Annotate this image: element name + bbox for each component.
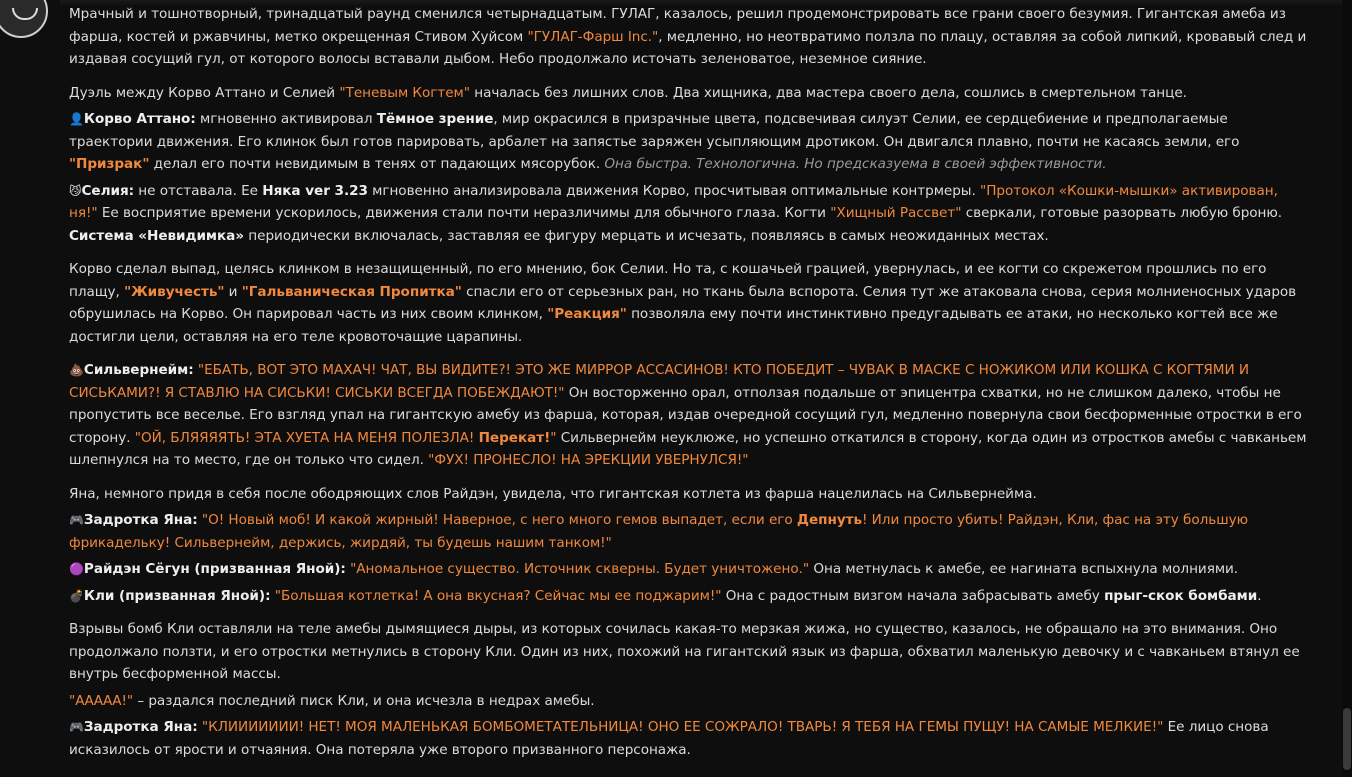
speaker-name: Задротка Яна: [83,719,198,735]
paragraph-klee-scream: "ААААА!" – раздался последний писк Кли, и она исчезла в недрах амебы. [69,692,595,709]
bomb-icon: 💣 [69,588,84,603]
paragraph-yana-rage: 🎮Задротка Яна: "КЛИИИИИИИ! НЕТ! МОЯ МАЛЕНЬКАЯ БОМБОМЕТАТЕЛЬНИЦА! ОНО ЕЕ СОЖРАЛО! ТВАРЬ! Я ТЕБЯ НА ГЕМЫ ПУЩУ! НА САМЫЕ МЕЛКИЕ!" Ее лицо снова исказилось от ярости и отчаяния. Она потеряла уже второго призванного персонажа. [69,719,1269,758]
scrollbar-handle[interactable] [1343,708,1351,770]
speaker-name: Сильвернейм: [83,362,194,378]
speaker-name: Кли (призванная Яной): [83,587,271,604]
message-body [69,0,1310,761]
poop-icon: 💩 [69,363,84,377]
gamepad-icon: 🎮 [69,720,84,734]
paragraph-explosions: Взрывы бомб Кли оставляли на теле амебы дымящиеся дыры, из которых сочилась какая-то мерзкая жижа, но существо, казалось, не обращало на это внимания. Оно продолжало ползти, и его отростки метнулись в сторону Кли. Один из них, похожий на гигантский язык из фарша, обхватил маленькую девочку и с чавканьем втянул ее внутрь бесформенной массы. [69,621,1300,682]
paragraph-raiden: 🟣Райдэн Сёгун (призванная Яной): "Аномальное существо. Источник скверны. Будет уничтожено." Она метнулась к амебе, ее нагината вспыхнула молниями. [69,561,1239,577]
purple-circle-icon: 🟣 [69,562,84,576]
paragraph-celia: 😼Селия: не отставала. Ее Няка ver 3.23 мгновенно анализировала движения Корво, просчитывая оптимальные контрмеры. "Протокол «Кошки-мышки» активирован, ня!" Ее восприятие времени ускорилось, движения стали почти неразличимы для обычного глаза. Когти "Хищный Рассвет" сверкали, готовые разорвать любую броню. Система «Невидимка» периодически включалась, заставляя ее фигуру мерцать и исчезать, появляясь в самых неожиданных местах. [69,182,1283,244]
speaker-name: Задротка Яна: [83,512,198,528]
person-icon: 👤 [69,112,84,126]
speaker-name: Райдэн Сёгун (призванная Яной): [83,561,346,577]
paragraph-yana-speech: 🎮Задротка Яна: "О! Новый моб! И какой жирный! Наверное, с него много гемов выпадет, если его Депнуть! Или просто убить! Райдэн, Кли, фас на эту большую фрикадельку! Сильвернейм, держись, жирдяй, ты будешь нашим танком!" [69,512,1249,551]
speaker-name: Корво Аттано: [83,111,196,127]
speaker-name: Селия: [81,182,135,199]
paragraph-clash: Корво сделал выпад, целясь клинком в незащищенный, по его мнению, бок Селии. Но та, с кошачьей грацией, увернулась, и ее когти со скрежетом прошлись по его плащу, "Живучесть" и "Гальваническая Пропитка" спасли его от серьезных ран, но ткань была вспорота. Селия тут же атаковала снова, серия молниеносных ударов обрушилась на Корво. Он парировал часть из них своим клинком, "Реакция" позволяла ему почти инстинктивно предугадывать ее атаки, но несколько когтей все же достигли цели, оставляя на его теле кровоточащие царапины. [69,261,1297,345]
paragraph-silvername: 💩Сильвернейм: "ЕБАТЬ, ВОТ ЭТО МАХАЧ! ЧАТ, ВЫ ВИДИТЕ?! ЭТО ЖЕ МИРРОР АССАСИНОВ! КТО ПОБЕДИТ – ЧУВАК В МАСКЕ С НОЖИКОМ ИЛИ КОШКА С КОГТЯМИ И СИСЬКАМИ?! Я СТАВЛЮ НА СИСЬКИ! СИСЬКИ ВСЕГДА ПОБЕЖДАЮТ!" Он восторженно орал, отползая подальше от эпицентра схватки, но не слишком далеко, чтобы не пропустить все веселье. Его взгляд упал на гигантскую амебу из фарша, которая, издав очередной сосущий гул, медленно повернула свои бесформенные отростки в его сторону. "ОЙ, БЛЯЯЯЯТЬ! ЭТА ХУЕТА НА МЕНЯ ПОЛЕЗЛА! Перекат!" Сильвернейм неуклюже, но успешно откатился в сторону, когда один из отростков амебы с чавканьем шлепнулся на то место, где он только что сидел. "ФУХ! ПРОНЕСЛО! НА ЭРЕКЦИИ УВЕРНУЛСЯ!" [69,362,1307,468]
paragraph-klee: 💣Кли (призванная Яной): "Большая котлетка! А она вкусная? Сейчас мы ее поджарим!" Она с радостным визгом начала забрасывать амебу прыг-скок бомбами. [69,587,1262,604]
gamepad-icon: 🎮 [69,513,84,527]
paragraph-yana: Яна, немного придя в себя после ободряющих слов Райдэн, увидела, что гигантская котлета из фарша нацелилась на Сильвернейма. [69,485,1037,502]
cat-icon: 😼 [69,183,82,198]
paragraph-intro: Мрачный и тошнотворный, тринадцатый раунд сменился четырнадцатым. ГУЛАГ, казалось, решил продемонстрировать все грани своего безумия. Гигантская амеба из фарша, костей и ржавчины, метко окрещенная Стивом Хуйсом "ГУЛАГ-Фарш Inc.", медленно, но неотвратимо ползла по плацу, оставляя за собой липкий, кровавый след и издавая сосущий гул, от которого волосы вставали дыбом. Небо продолжало источать зеленоватое, неземное сияние. [69,6,1307,67]
paragraph-duel: Дуэль между Корво Аттано и Селией "Теневым Когтем" началась без лишних слов. Два хищника, два мастера своего дела, сошлись в смертельном танце. [69,84,1187,101]
paragraph-corvo: 👤Корво Аттано: мгновенно активировал Тёмное зрение, мир окрасился в призрачные цвета, подсвечивая силуэт Селии, ее сердцебиение и предполагаемые траектории движения. Его клинок был готов парировать, арбалет на запястье заряжен усыпляющим дротиком. Он двигался плавно, почти не касаясь земли, его "Призрак" делал его почти невидимым в тенях от падающих мясорубок. Она быстра. Технологична. Но предсказуема в своей эффективности. [69,111,1240,172]
avatar[interactable] [0,0,48,38]
scrollbar-track[interactable] [1342,0,1352,777]
